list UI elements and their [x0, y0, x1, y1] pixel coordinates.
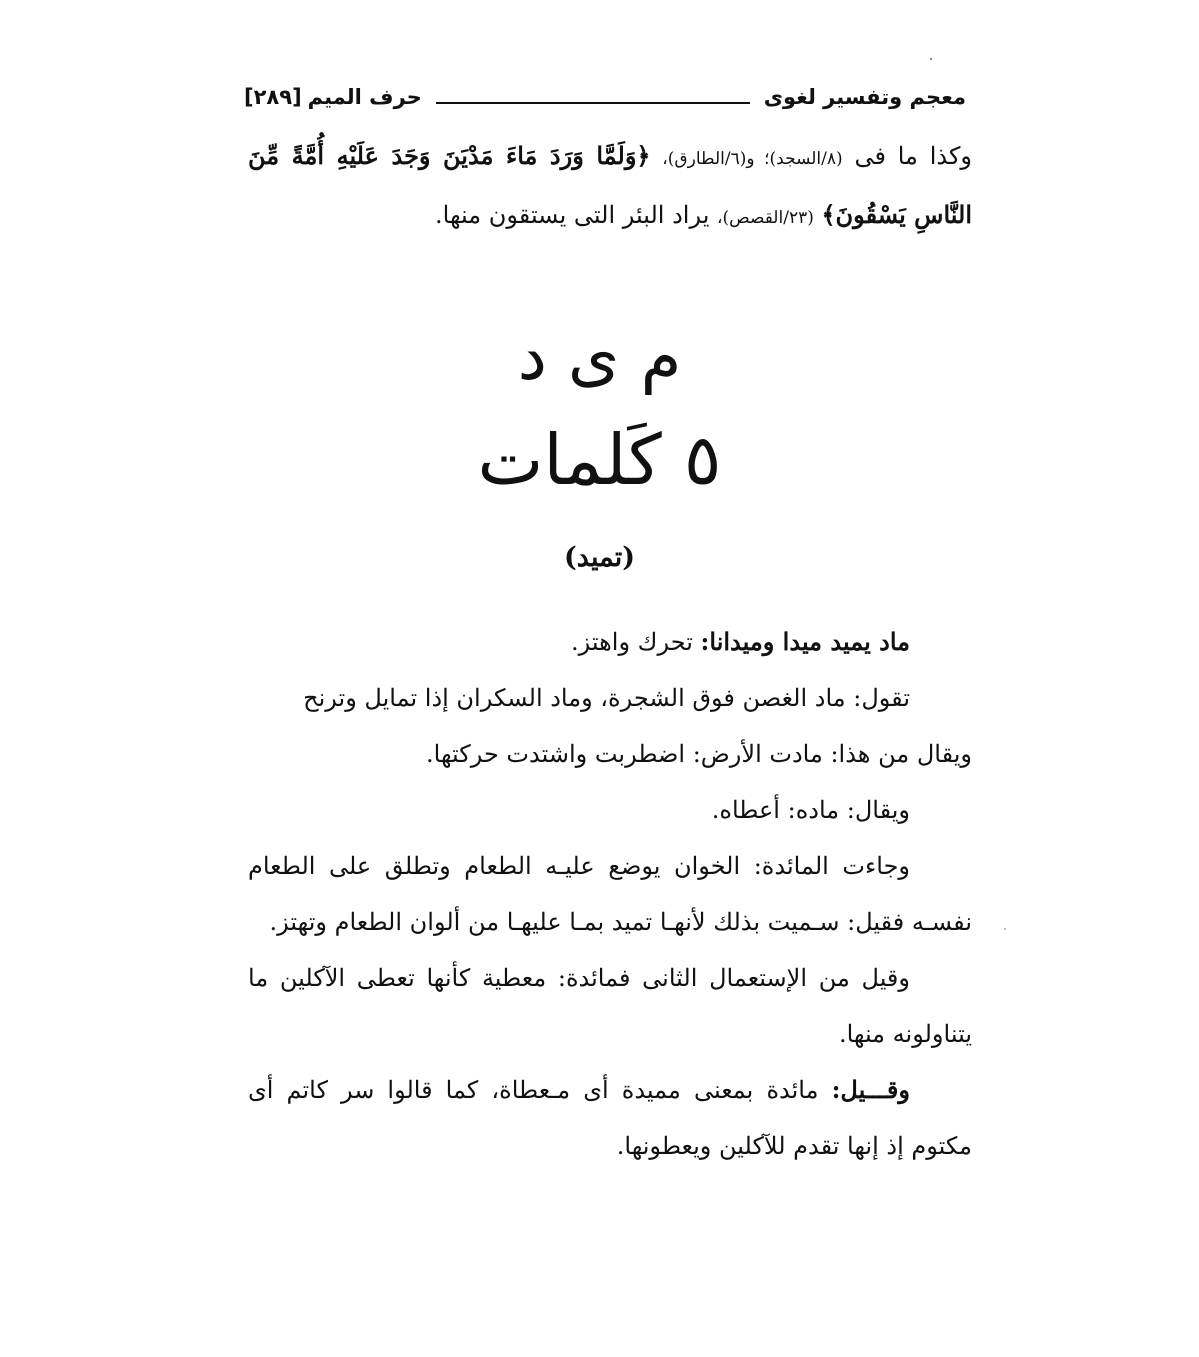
scan-speck	[930, 58, 932, 60]
paragraph-usage: تقول: ماد الغصن فوق الشجرة، وماد السكران إذا تمايل وترنح	[303, 684, 910, 712]
scan-speck	[1004, 928, 1006, 930]
definition-paragraph	[248, 614, 972, 670]
header-rule	[436, 102, 750, 104]
definition-headword: ماد يميد ميدا وميدانا:	[700, 627, 910, 656]
quran-verse: ﴿وَلَمَّا وَرَدَ مَاءَ مَدْيَنَ وَجَدَ عَلَيْهِ أُمَّةً مِّنَ النَّاسِ يَسْقُونَ﴾	[248, 141, 972, 229]
intro-prefix: وكذا ما فى	[854, 142, 972, 170]
book-title: معجم وتفسير لغوى	[763, 85, 966, 109]
alternative-text: مائدة بمعنى مميدة أى مـعطاة، كما قالوا سر كاتم أى مكتوم إذ إنها تقدم للآكلين ويعطونها.	[248, 1076, 972, 1160]
reference-qasas: (٢٣/القصص)،	[717, 208, 814, 228]
reference-sajda: (٨/السجد)	[769, 149, 843, 169]
alternative-lead: وقـــيل:	[831, 1075, 910, 1104]
entry-body	[248, 614, 972, 1174]
page-number: [٢٨٩]	[244, 85, 302, 109]
paragraph-alternative	[248, 1062, 972, 1174]
running-header	[244, 80, 966, 114]
reference-tariq: ؛ و(٦/الطارق)،	[662, 149, 770, 169]
paragraph-second-usage: وقيل من الإستعمال الثانى فمائدة: معطية كأنها تعطى الآكلين ما يتناولونه منها.	[248, 964, 972, 1048]
paragraph-earth: ويقال من هذا: مادت الأرض: اضطربت واشتدت حركتها.	[426, 740, 972, 768]
entry-word-heading: (تميد)	[564, 542, 635, 573]
paragraph-table: وجاءت المائدة: الخوان يوضع عليـه الطعام وتطلق على الطعام نفسـه فقيل: سـميت بذلك لأنهـا تميد بمـا عليهـا من ألوان الطعام وتهتز.	[248, 852, 972, 936]
root-letters: م ى د	[517, 318, 682, 395]
intro-suffix: يراد البئر التى يستقون منها.	[435, 201, 710, 229]
word-count: ٥ كَلمات	[477, 419, 722, 501]
definition-text: تحرك واهتز.	[571, 628, 693, 656]
intro-paragraph	[248, 128, 972, 246]
paragraph-give: ويقال: ماده: أعطاه.	[711, 796, 910, 824]
section-title: حرف الميم	[307, 85, 422, 109]
